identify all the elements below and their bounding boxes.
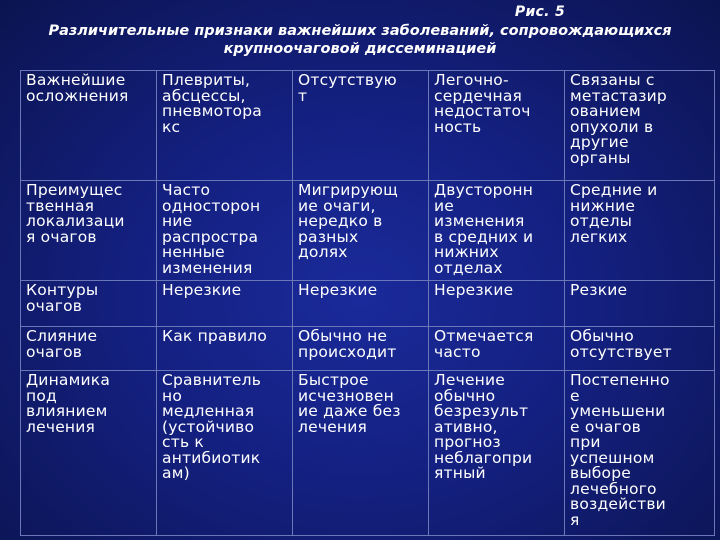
table-cell: Отмечается часто bbox=[429, 327, 565, 371]
slide-title-line-1: Различительные признаки важнейших заболеваний, сопровождающихся bbox=[48, 23, 672, 39]
table-cell: Отсутствую т bbox=[293, 71, 429, 181]
row-header-cell: Слияние очагов bbox=[21, 327, 157, 371]
row-header-cell: Контуры очагов bbox=[21, 281, 157, 327]
table-row bbox=[21, 181, 715, 281]
table-cell: Постепенно е уменьшени е очагов при успешном выборе лечебного воздействи я bbox=[565, 371, 715, 536]
table-cell: Плевриты, абсцессы, пневмотора кс bbox=[157, 71, 293, 181]
slide-title bbox=[20, 22, 700, 58]
table-row bbox=[21, 281, 715, 327]
table-cell: Нерезкие bbox=[429, 281, 565, 327]
table-cell: Часто односторон ние распростра ненные изменения bbox=[157, 181, 293, 281]
row-header-cell: Динамика под влиянием лечения bbox=[21, 371, 157, 536]
figure-label: Рис. 5 bbox=[514, 4, 565, 20]
table-cell: Нерезкие bbox=[157, 281, 293, 327]
table-cell: Легочно- сердечная недостаточ ность bbox=[429, 71, 565, 181]
table-cell: Средние и нижние отделы легких bbox=[565, 181, 715, 281]
table-cell: Лечение обычно безрезульт ативно, прогноз неблагопри ятный bbox=[429, 371, 565, 536]
table-cell: Резкие bbox=[565, 281, 715, 327]
table-cell: Обычно не происходит bbox=[293, 327, 429, 371]
table-cell: Быстрое исчезновен ие даже без лечения bbox=[293, 371, 429, 536]
comparison-table bbox=[20, 70, 715, 536]
slide-title-line-2: крупноочаговой диссеминацией bbox=[223, 41, 497, 57]
table-cell: Связаны с метастазир ованием опухоли в другие органы bbox=[565, 71, 715, 181]
table-cell: Сравнитель но медленная (устойчиво сть к антибиотик ам) bbox=[157, 371, 293, 536]
table-row bbox=[21, 371, 715, 536]
row-header-cell: Важнейшие осложнения bbox=[21, 71, 157, 181]
table-cell: Мигрирующ ие очаги, нередко в разных долях bbox=[293, 181, 429, 281]
table-cell: Нерезкие bbox=[293, 281, 429, 327]
table-row bbox=[21, 71, 715, 181]
table-cell: Двусторонн ие изменения в средних и нижних отделах bbox=[429, 181, 565, 281]
table-cell: Как правило bbox=[157, 327, 293, 371]
table-cell: Обычно отсутствует bbox=[565, 327, 715, 371]
row-header-cell: Преимущес твенная локализаци я очагов bbox=[21, 181, 157, 281]
table-row bbox=[21, 327, 715, 371]
